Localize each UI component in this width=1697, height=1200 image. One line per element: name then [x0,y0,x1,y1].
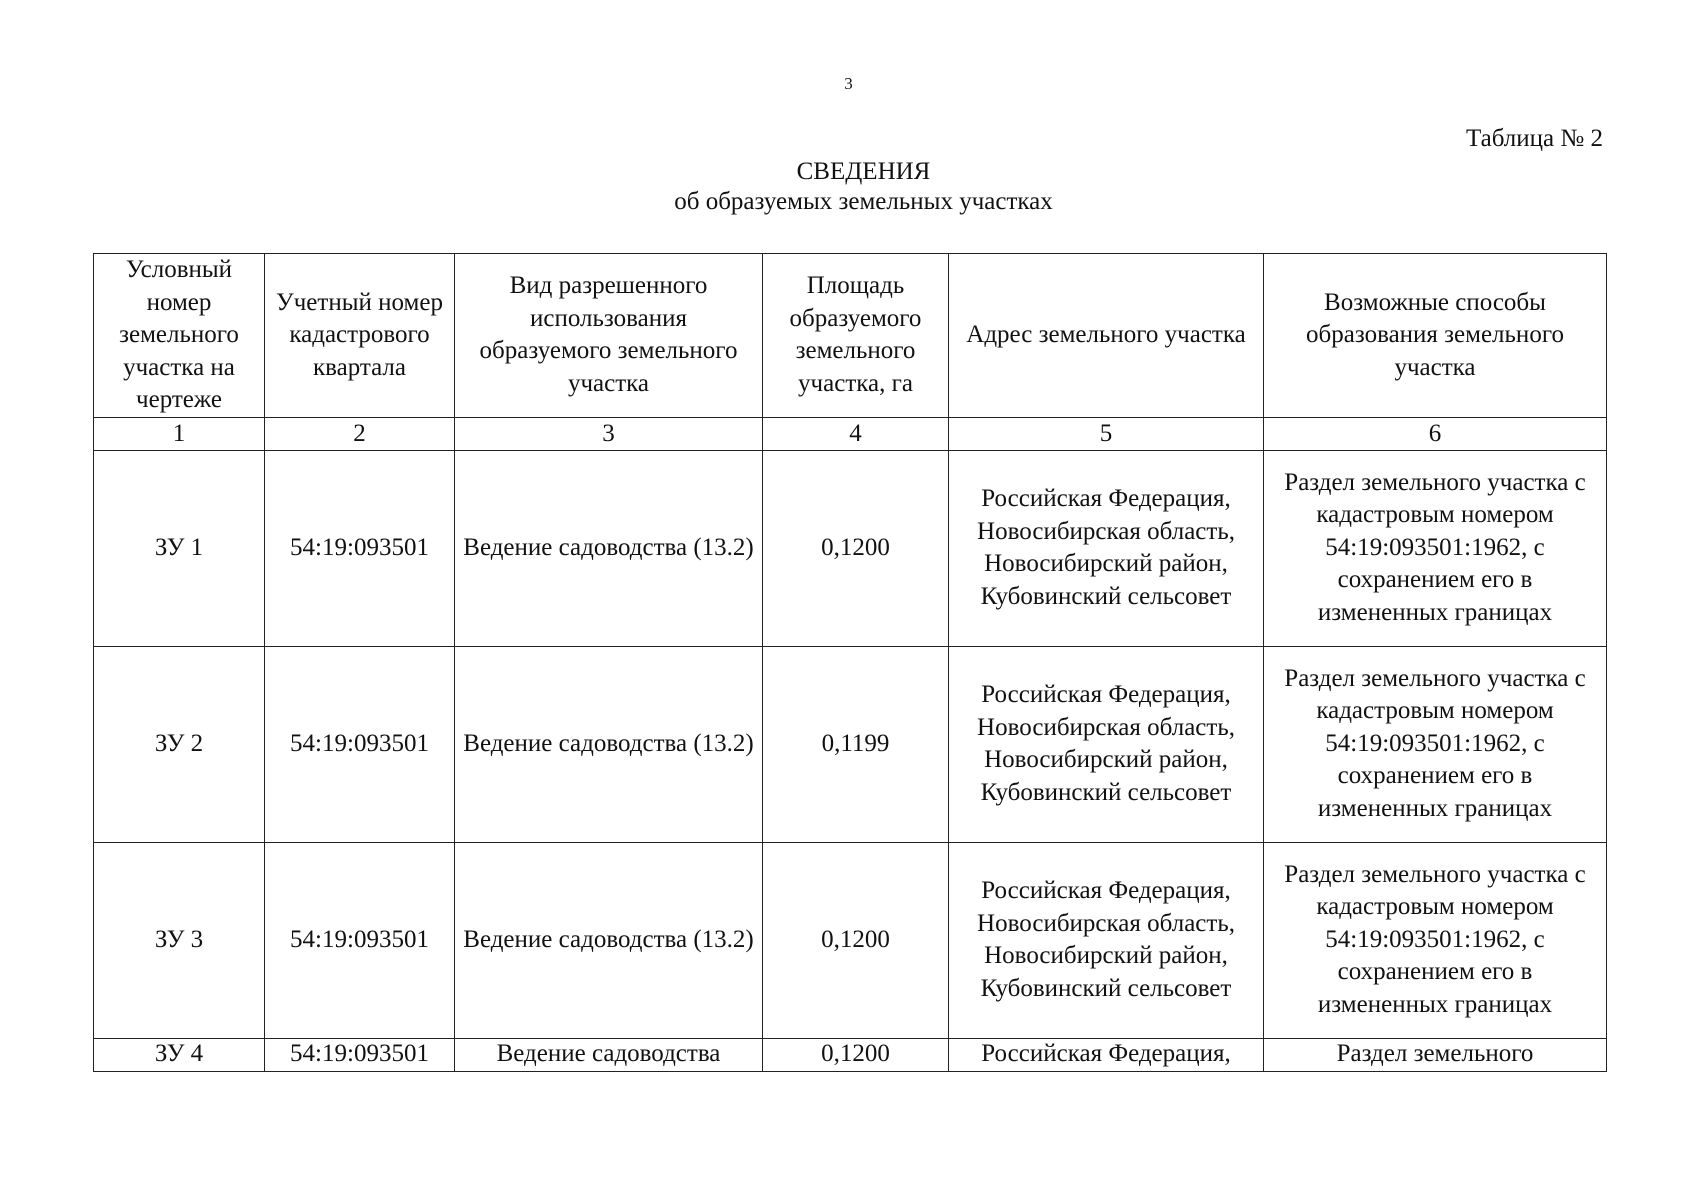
area-cell: 0,1200 [763,842,949,1038]
header-cell-formation-method: Возможные способы образования земельного участка [1264,254,1607,418]
header-cell-cadastral-quarter: Учетный номер кадастрового квартала [265,254,455,418]
column-number: 3 [455,417,763,450]
address-cell: Российская Федерация, Новосибирская область, Новосибирский район, Кубовинский сельсовет [949,450,1264,646]
table-row [94,1038,1607,1071]
document-title: СВЕДЕНИЯ [796,158,931,185]
permitted-use-cell: Ведение садоводства (13.2) [455,842,763,1038]
table-row [94,450,1607,646]
cadastral-quarter-cell: 54:19:093501 [265,1038,455,1071]
formation-method-cell: Раздел земельного участка с кадастровым номером 54:19:093501:1962, с сохранением его в измененных границах [1264,646,1607,842]
table-label: Таблица № 2 [1465,125,1603,152]
table-header-row [94,254,1607,418]
column-number: 2 [265,417,455,450]
plot-number-cell: ЗУ 4 [94,1038,265,1071]
column-number-row [94,417,1607,450]
column-number: 6 [1264,417,1607,450]
header-cell-permitted-use: Вид разрешенного использования образуемого земельного участка [455,254,763,418]
column-number: 4 [763,417,949,450]
table-row [94,842,1607,1038]
plot-number-cell: ЗУ 1 [94,450,265,646]
cadastral-quarter-cell: 54:19:093501 [265,646,455,842]
header-cell-address: Адрес земельного участка [949,254,1264,418]
address-cell: Российская Федерация, [949,1038,1264,1071]
permitted-use-cell: Ведение садоводства [455,1038,763,1071]
plot-number-cell: ЗУ 2 [94,646,265,842]
area-cell: 0,1200 [763,1038,949,1071]
cadastral-quarter-cell: 54:19:093501 [265,842,455,1038]
header-cell-plot-number: Условный номер земельного участка на чертеже [94,254,265,418]
land-plots-table [93,253,1607,1072]
page-number: 3 [844,74,853,93]
document-subtitle: об образуемых земельных участках [674,188,1053,215]
formation-method-cell: Раздел земельного участка с кадастровым номером 54:19:093501:1962, с сохранением его в измененных границах [1264,842,1607,1038]
column-number: 1 [94,417,265,450]
address-cell: Российская Федерация, Новосибирская область, Новосибирский район, Кубовинский сельсовет [949,842,1264,1038]
address-cell: Российская Федерация, Новосибирская область, Новосибирский район, Кубовинский сельсовет [949,646,1264,842]
area-cell: 0,1200 [763,450,949,646]
document-title-block [0,157,1697,217]
column-number: 5 [949,417,1264,450]
formation-method-cell: Раздел земельного участка с кадастровым номером 54:19:093501:1962, с сохранением его в измененных границах [1264,450,1607,646]
formation-method-cell: Раздел земельного [1264,1038,1607,1071]
permitted-use-cell: Ведение садоводства (13.2) [455,450,763,646]
permitted-use-cell: Ведение садоводства (13.2) [455,646,763,842]
cadastral-quarter-cell: 54:19:093501 [265,450,455,646]
table-row [94,646,1607,842]
plot-number-cell: ЗУ 3 [94,842,265,1038]
area-cell: 0,1199 [763,646,949,842]
header-cell-area: Площадь образуемого земельного участка, га [763,254,949,418]
